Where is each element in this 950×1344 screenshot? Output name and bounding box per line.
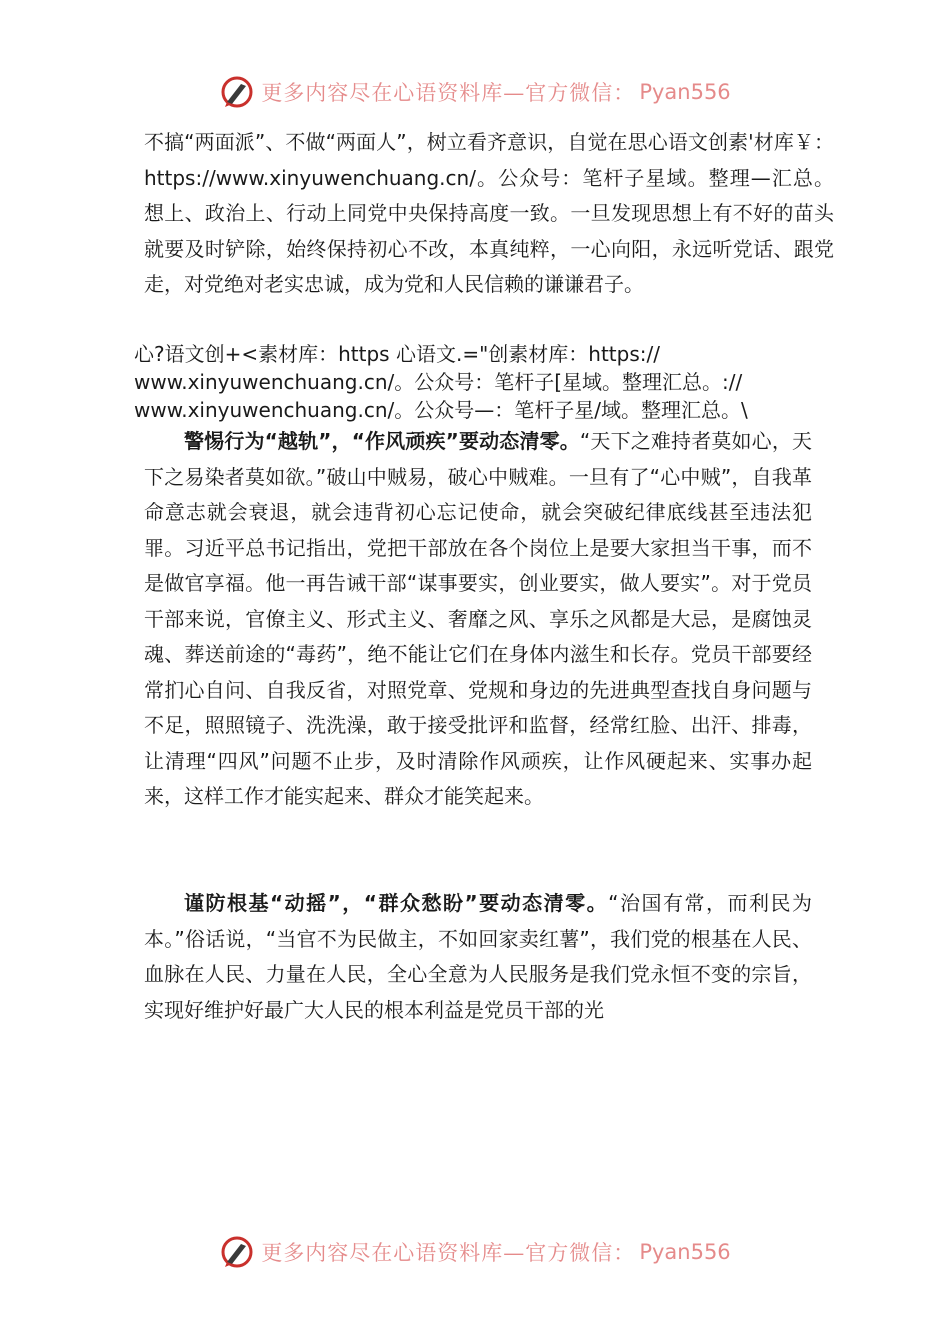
paragraph-4-heading: 谨防根基“动摇”，“群众愁盼”要动态清零。 [184,891,609,915]
noise-line-3: www.xinyuwenchuang.cn/。公众号—：笔杆子星/域。整理汇总。\ [134,398,748,422]
paragraph-3 [144,424,812,815]
footer-wechat-handle: Pyan556 [639,1240,731,1264]
noise-line-1: 心?语文创+<素材库：https 心语文.="创素材库：https:// [134,342,660,366]
header-wechat-handle: Pyan556 [639,80,731,104]
paragraph-1: 不搞“两面派”、不做“两面人”，树立看齐意识，自觉在思心语文创素'材库￥：https://www.xinyuwenchuang.cn/。公众号：笔杆子星域。整理—汇总。想上、政治上、行动上同党中央保持高度一致。一旦发现思想上有不好的苗头就要及时铲除，始终保持初心不改，本真纯粹，一心向阳，永远听党话、跟党走，对党绝对老实忠诚，成为党和人民信赖的谦谦君子。 [144,130,834,296]
paragraph-watermark-noise [134,340,834,424]
footer-banner-text: 更多内容尽在心语资料库—官方微信： [261,1241,636,1265]
noise-line-2: www.xinyuwenchuang.cn/。公众号：笔杆子[星域。整理汇总。:// [134,370,743,394]
header-banner [0,70,950,114]
paragraph-4-body: “治国有常，而利民为本。”俗话说，“当官不为民做主，不如回家卖红薯”，我们党的根基在人民、血脉在人民、力量在人民，全心全意为人民服务是我们党永恒不变的宗旨，实现好维护好最广大人民的根本利益是党员干部的光 [144,891,813,1022]
paragraph-3-body: “天下之难持者莫如心，天下之易染者莫如欲。”破山中贼易，破心中贼难。一旦有了“心中贼”，自我革命意志就会衰退，就会违背初心忘记使命，就会突破纪律底线甚至违法犯罪。习近平总书记指出，党把干部放在各个岗位上是要大家担当干事，而不是做官享福。他一再告诫干部“谋事要实，创业要实，做人要实”。对于党员干部来说，官僚主义、形式主义、奢靡之风、享乐之风都是大忌，是腐蚀灵魂、葬送前途的“毒药”，绝不能让它们在身体内滋生和长存。党员干部要经常扪心自问、自我反省，对照党章、党规和身边的先进典型查找自身问题与不足，照照镜子、洗洗澡，敢于接受批评和监督，经常红脸、出汗、排毒，让清理“四风”问题不止步，及时清除作风顽疾，让作风硬起来、实事办起来，这样工作才能实起来、群众才能笑起来。 [144,429,812,808]
footer-banner [0,1230,950,1274]
header-banner-text: 更多内容尽在心语资料库—官方微信： [261,81,636,105]
pen-logo-icon [219,74,255,110]
pen-logo-icon [219,1234,255,1270]
paragraph-4 [144,886,812,1028]
paragraph-3-heading: 警惕行为“越轨”，“作风顽疾”要动态清零。 [184,429,580,453]
